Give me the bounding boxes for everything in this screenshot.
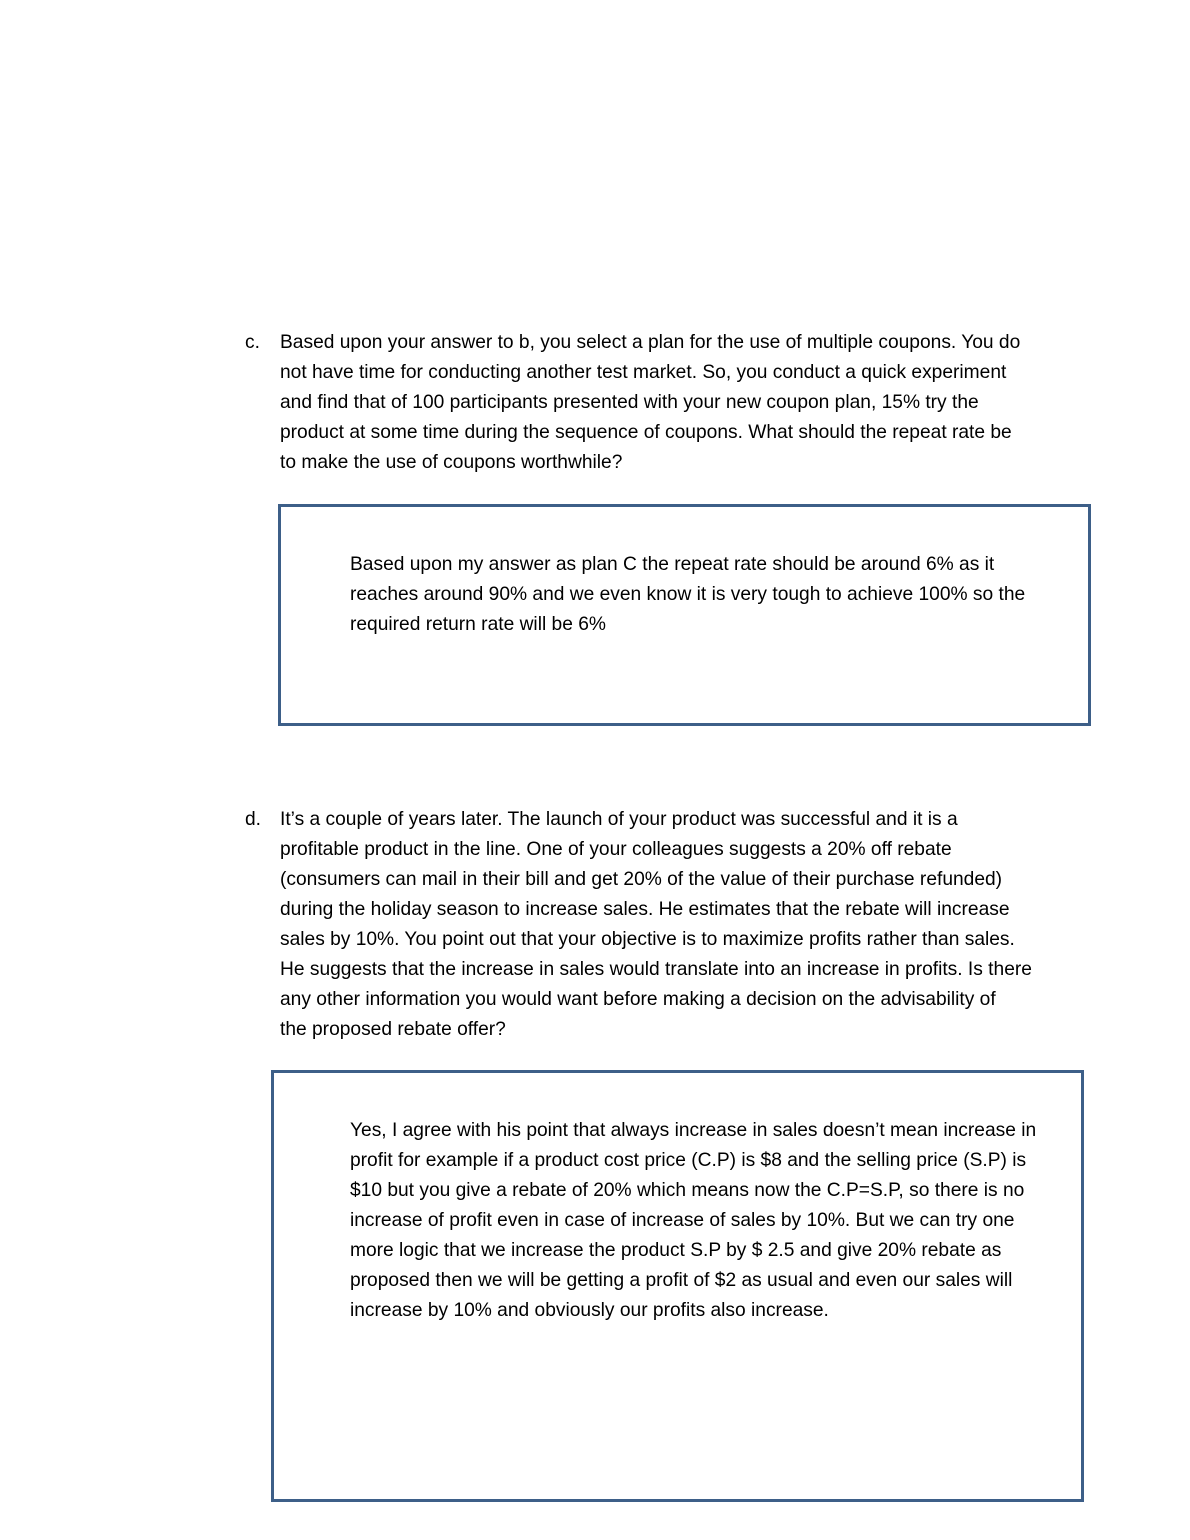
answer-box-d bbox=[271, 1070, 1084, 1502]
question-c-marker: c. bbox=[245, 332, 260, 353]
answer-c-text: Based upon my answer as plan C the repeat rate should be around 6% as it reaches around 90% and we even know it is very tough to achieve 100% so the required return rate will be 6% bbox=[350, 554, 1026, 635]
answer-d-text: Yes, I agree with his point that always increase in sales doesn’t mean increase in profit for example if a product cost price (C.P) is $8 and the selling price (S.P) is $10 but you give a rebate of 20% which means now the C.P=S.P, so there is no increase of profit even in case of increase of sales by 10%. But we can try one more logic that we increase the product S.P by $ 2.5 and give 20% rebate as proposed then we will be getting a profit of $2 as usual and even our sales will increase by 10% and obviously our profits also increase. bbox=[350, 1120, 1037, 1321]
question-c-text: Based upon your answer to b, you select a plan for the use of multiple coupons. You do not have time for conducting another test market. So, you conduct a quick experiment and find that of 100 participants presented with your new coupon plan, 15% try the product at some time during the sequence of coupons. What should the repeat rate be to make the use of coupons worthwhile? bbox=[280, 332, 1021, 473]
answer-box-c bbox=[278, 504, 1091, 726]
question-c bbox=[245, 328, 1055, 478]
question-d bbox=[245, 805, 1055, 1075]
question-d-marker: d. bbox=[245, 809, 262, 830]
question-d-text: It’s a couple of years later. The launch of your product was successful and it is a profitable product in the line. One of your colleagues suggests a 20% off rebate (consumers can mail in their bill and get 20% of the value of their purchase refunded) during the holiday season to increase sales. He estimates that the rebate will increase sales by 10%. You point out that your objective is to maximize profits rather than sales. He suggests that the increase in sales would translate into an increase in profits. Is there any other information you would want before making a decision on the advisability of the proposed rebate offer? bbox=[280, 809, 1032, 1040]
